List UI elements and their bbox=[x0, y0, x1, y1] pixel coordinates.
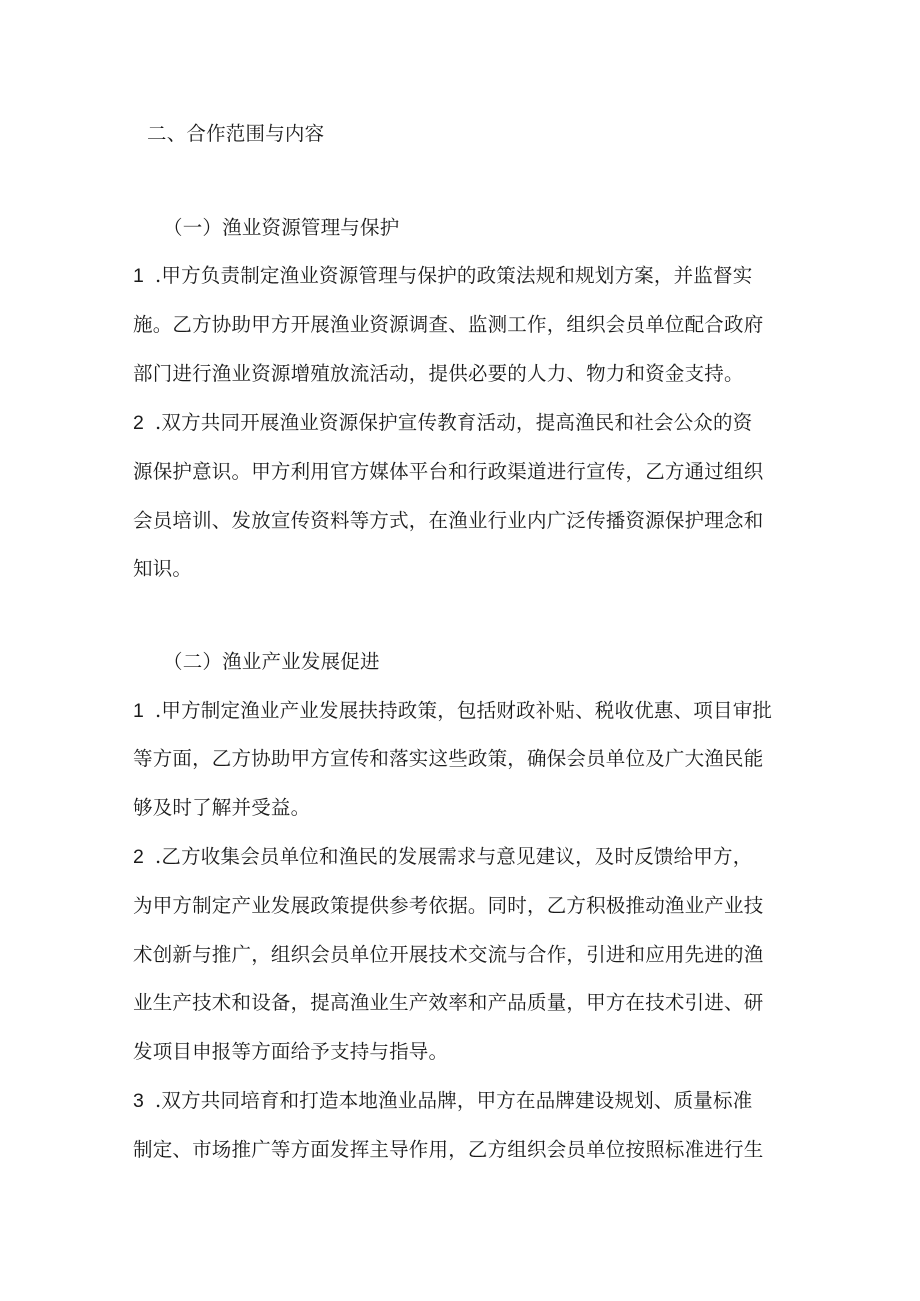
paragraph-line bbox=[133, 1087, 789, 1115]
line-text: .乙方收集会员单位和渔民的发展需求与意见建议，及时反馈给甲方， bbox=[155, 845, 753, 868]
subsection-title-2: （二）渔业产业发展促进 bbox=[163, 650, 380, 673]
paragraph-line: 够及时了解并受益。 bbox=[133, 796, 311, 819]
paragraph-line: 部门进行渔业资源增殖放流活动，提供必要的人力、物力和资金支持。 bbox=[133, 362, 744, 385]
paragraph-line: 业生产技术和设备，提高渔业生产效率和产品质量，甲方在技术引进、研 bbox=[133, 991, 764, 1014]
paragraph-line: 知识。 bbox=[133, 557, 193, 580]
subsection-title-1: （一）渔业资源管理与保护 bbox=[163, 216, 400, 239]
paragraph-line: 为甲方制定产业发展政策提供参考依据。同时，乙方积极推动渔业产业技 bbox=[133, 894, 764, 917]
paragraph-line bbox=[133, 697, 789, 725]
paragraph-line bbox=[133, 409, 789, 437]
paragraph-line bbox=[133, 262, 789, 290]
section-title: 二、合作范围与内容 bbox=[147, 122, 325, 145]
item-number: 1 bbox=[133, 700, 145, 722]
line-text: .甲方制定渔业产业发展扶持政策，包括财政补贴、税收优惠、项目审批 bbox=[155, 699, 773, 722]
line-text: .甲方负责制定渔业资源管理与保护的政策法规和规划方案，并监督实 bbox=[155, 264, 753, 287]
paragraph-line: 术创新与推广，组织会员单位开展技术交流与合作，引进和应用先进的渔 bbox=[133, 943, 764, 966]
paragraph-line: 发项目申报等方面给予支持与指导。 bbox=[133, 1040, 449, 1063]
item-number: 3 bbox=[133, 1090, 145, 1112]
line-text: .双方共同开展渔业资源保护宣传教育活动，提高渔民和社会公众的资 bbox=[155, 411, 753, 434]
line-text: .双方共同培育和打造本地渔业品牌，甲方在品牌建设规划、质量标准 bbox=[155, 1089, 753, 1112]
paragraph-line: 等方面，乙方协助甲方宣传和落实这些政策，确保会员单位及广大渔民能 bbox=[133, 747, 764, 770]
paragraph-line: 制定、市场推广等方面发挥主导作用，乙方组织会员单位按照标准进行生 bbox=[133, 1138, 764, 1161]
paragraph-line: 会员培训、发放宣传资料等方式，在渔业行业内广泛传播资源保护理念和 bbox=[133, 509, 764, 532]
paragraph-line: 源保护意识。甲方利用官方媒体平台和行政渠道进行宣传，乙方通过组织 bbox=[133, 460, 764, 483]
paragraph-line bbox=[133, 843, 789, 871]
item-number: 1 bbox=[133, 265, 145, 287]
paragraph-line: 施。乙方协助甲方开展渔业资源调查、监测工作，组织会员单位配合政府 bbox=[133, 313, 764, 336]
item-number: 2 bbox=[133, 412, 145, 434]
item-number: 2 bbox=[133, 846, 145, 868]
